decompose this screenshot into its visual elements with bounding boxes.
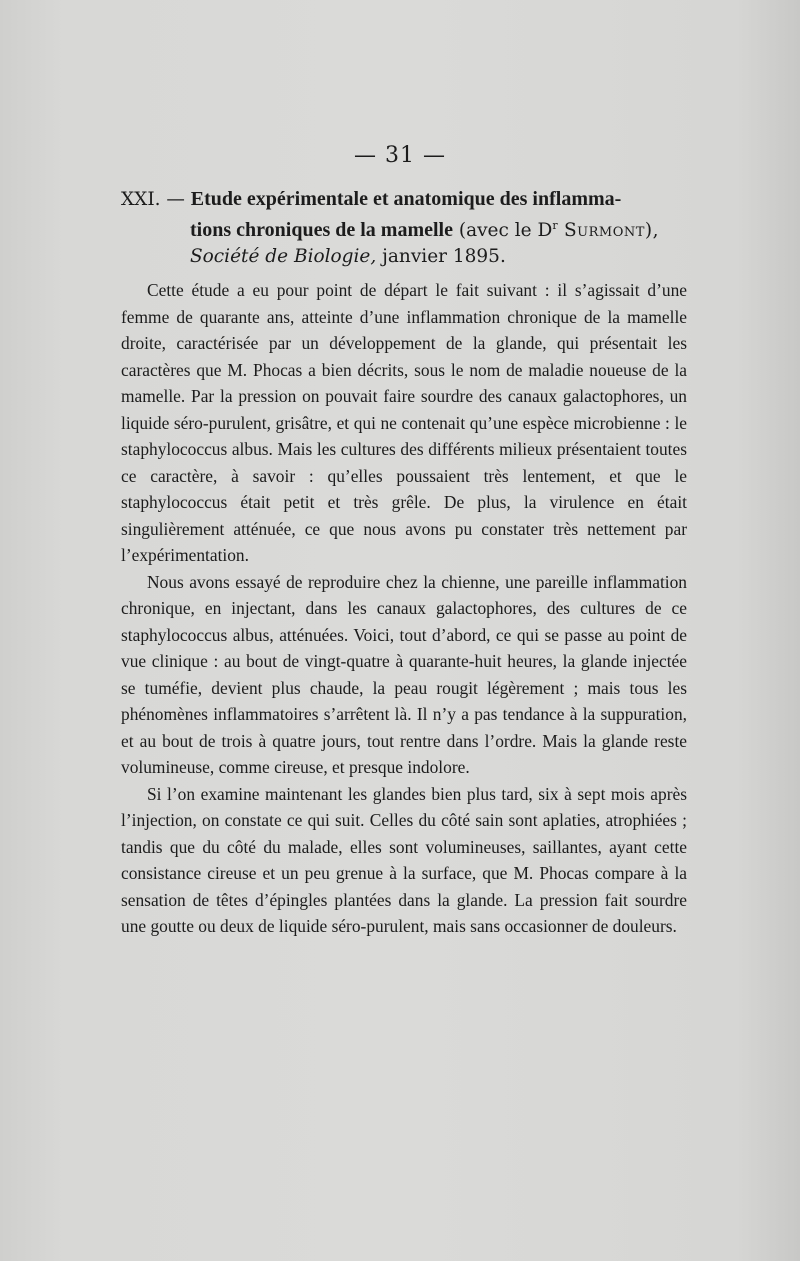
entry-numeral: XXI. —: [121, 189, 191, 210]
publication-date: janvier 1895.: [376, 246, 506, 268]
entry-heading: [121, 186, 691, 270]
paragraph-3: Si l’on examine maintenant les glandes bien plus tard, six à sept mois après l’injection, on constate ce qui suit. Celles du côté sain sont aplaties, atrophiées ; tandis que du côté du malade, elles sont volumineuses, saillantes, ayant cette consistance cireuse et un peu grenue à la surface, que M. Phocas compare à la sensation de têtes d’épingles plantées dans la glande. La pression fait sourdre une goutte ou deux de liquide séro-purulent, mais sans occasionner de douleurs.: [121, 783, 687, 936]
entry-heading-line-1: [121, 186, 691, 213]
entry-heading-line-3: [121, 244, 691, 270]
paragraph-1: Cette étude a eu pour point de départ le fait suivant : il s’agissait d’une femme de quarante ans, atteinte d’une inflammation chronique de la mamelle droite, caractérisée par un développement de la glande, qui présentait les caractères que M. Phocas a bien décrits, sous le nom de maladie noueuse de la mamelle. Par la pression on pouvait faire sourdre des canaux galactophores, un liquide séro-purulent, grisâtre, et qui ne contenait qu’une espèce microbienne : le staphylococcus albus. Mais les cultures des différents milieux présentaient toutes ce caractère, à savoir : qu’elles poussaient très lentement, et que le staphylococcus était petit et très grêle. De plus, la virulence en était singulièrement atténuée, ce que nous avons pu constater très nettement par l’expérimentation.: [121, 280, 687, 565]
entry-title-part-2: tions chroniques de la mamelle: [190, 219, 453, 242]
paragraph-2: Nous avons essayé de reproduire chez la chienne, une pareille inflammation chronique, en injectant, dans les canaux galactophores, des cultures de ce staphylococcus albus, atténuées. Voici, tout d’abord, ce qui se passe au point de vue clinique : au bout de vingt-quatre à quarante-huit heures, la glande injectée se tuméfie, devient plus chaude, la peau rougit légèrement ; mais tous les phénomènes inflammatoires s’arrêtent là. Il n’y a pas tendance à la suppuration, et au bout de trois à quatre jours, tout rentre dans l’ordre. Mais la glande reste volumineuse, comme cireuse, et presque indolore.: [121, 571, 687, 777]
body-text: [121, 277, 687, 940]
page-number: — 31 —: [354, 143, 446, 168]
coauthor-name: Surmont),: [557, 220, 660, 242]
coauthor-title-sup: r: [552, 219, 558, 232]
coauthor-prefix: (avec le D: [452, 220, 553, 242]
journal-name: Société de Biologie,: [190, 246, 377, 268]
entry-heading-line-2: [121, 213, 691, 244]
entry-title-part-1: Etude expérimentale et anatomique des inflamma-: [190, 188, 622, 210]
